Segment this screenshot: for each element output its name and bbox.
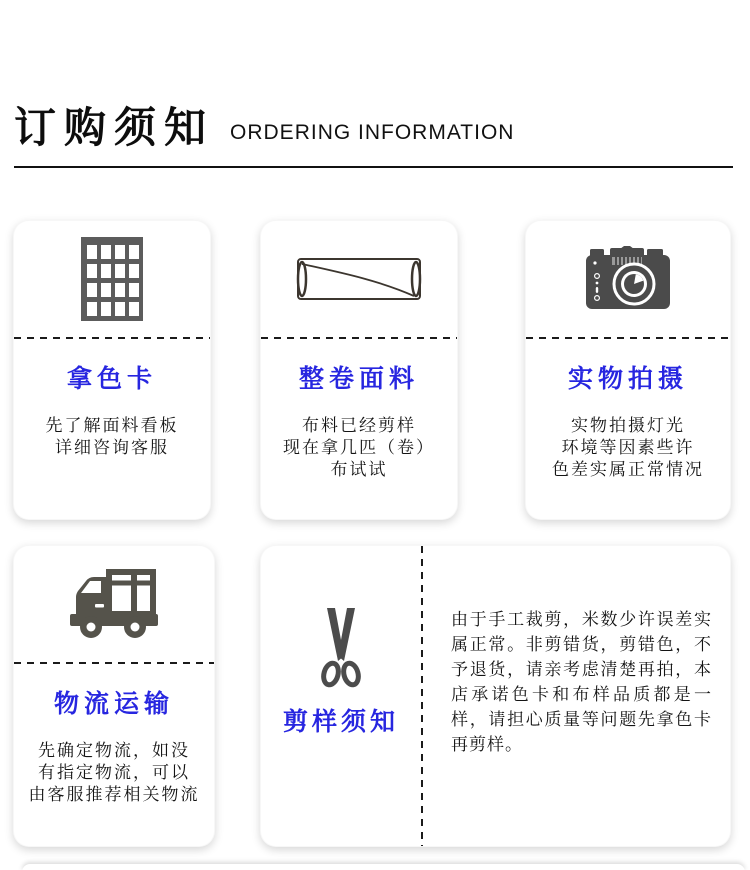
scissors-icon — [318, 606, 364, 690]
fabric-roll-icon — [293, 256, 425, 302]
card-title: 整卷面料 — [298, 364, 419, 393]
dashed-divider — [14, 337, 210, 339]
card-title: 剪样须知 — [282, 707, 399, 736]
section-title-english: ORDERING INFORMATION — [230, 121, 515, 145]
card-icon-zone — [14, 546, 214, 662]
card-title: 拿色卡 — [66, 364, 157, 393]
camera-icon — [584, 246, 672, 312]
card-color-sample — [13, 220, 211, 520]
dashed-divider — [526, 337, 730, 339]
description-line: 布试试 — [330, 460, 388, 480]
next-section-card-edge — [22, 864, 745, 870]
header-underline — [14, 166, 733, 168]
cutting-notice-left-column — [261, 546, 421, 846]
description-line: 色差实属正常情况 — [552, 460, 704, 480]
card-title: 物流运输 — [53, 689, 174, 718]
description-line: 现在拿几匹（卷） — [283, 438, 435, 458]
card-description — [14, 740, 214, 806]
dashed-divider — [14, 662, 214, 664]
description-line: 实物拍摄灯光 — [571, 416, 685, 436]
description-line: 有指定物流，可以 — [38, 763, 190, 783]
description-line: 先确定物流，如没 — [38, 741, 190, 761]
truck-icon — [68, 567, 160, 641]
card-real-photo — [525, 220, 731, 520]
card-icon-zone — [526, 221, 730, 337]
description-line: 布料已经剪样 — [302, 416, 416, 436]
card-description — [14, 415, 210, 459]
cutting-notice-text: 由于手工裁剪，米数少许误差实属正常。非剪错货，剪错色，不予退货，请亲考虑清楚再拍，本店承诺色卡和布样品质都是一样，请担心质量等问题先拿色卡再剪样。 — [451, 610, 712, 755]
dashed-divider — [261, 337, 457, 339]
description-line: 由客服推荐相关物流 — [28, 785, 200, 805]
description-line: 详细咨询客服 — [55, 438, 169, 458]
card-icon-zone — [14, 221, 210, 337]
description-line: 先了解面料看板 — [45, 416, 179, 436]
card-description — [526, 415, 730, 481]
swatch-grid-icon — [81, 237, 143, 321]
section-header — [14, 104, 514, 152]
card-cutting-sample-notice — [260, 545, 731, 847]
section-title-chinese: 订购须知 — [14, 103, 215, 152]
card-whole-roll-fabric — [260, 220, 458, 520]
card-icon-zone — [261, 221, 457, 337]
card-title: 实物拍摄 — [567, 364, 688, 393]
description-line: 环境等因素些许 — [561, 438, 695, 458]
card-logistics — [13, 545, 215, 847]
card-description — [261, 415, 457, 481]
